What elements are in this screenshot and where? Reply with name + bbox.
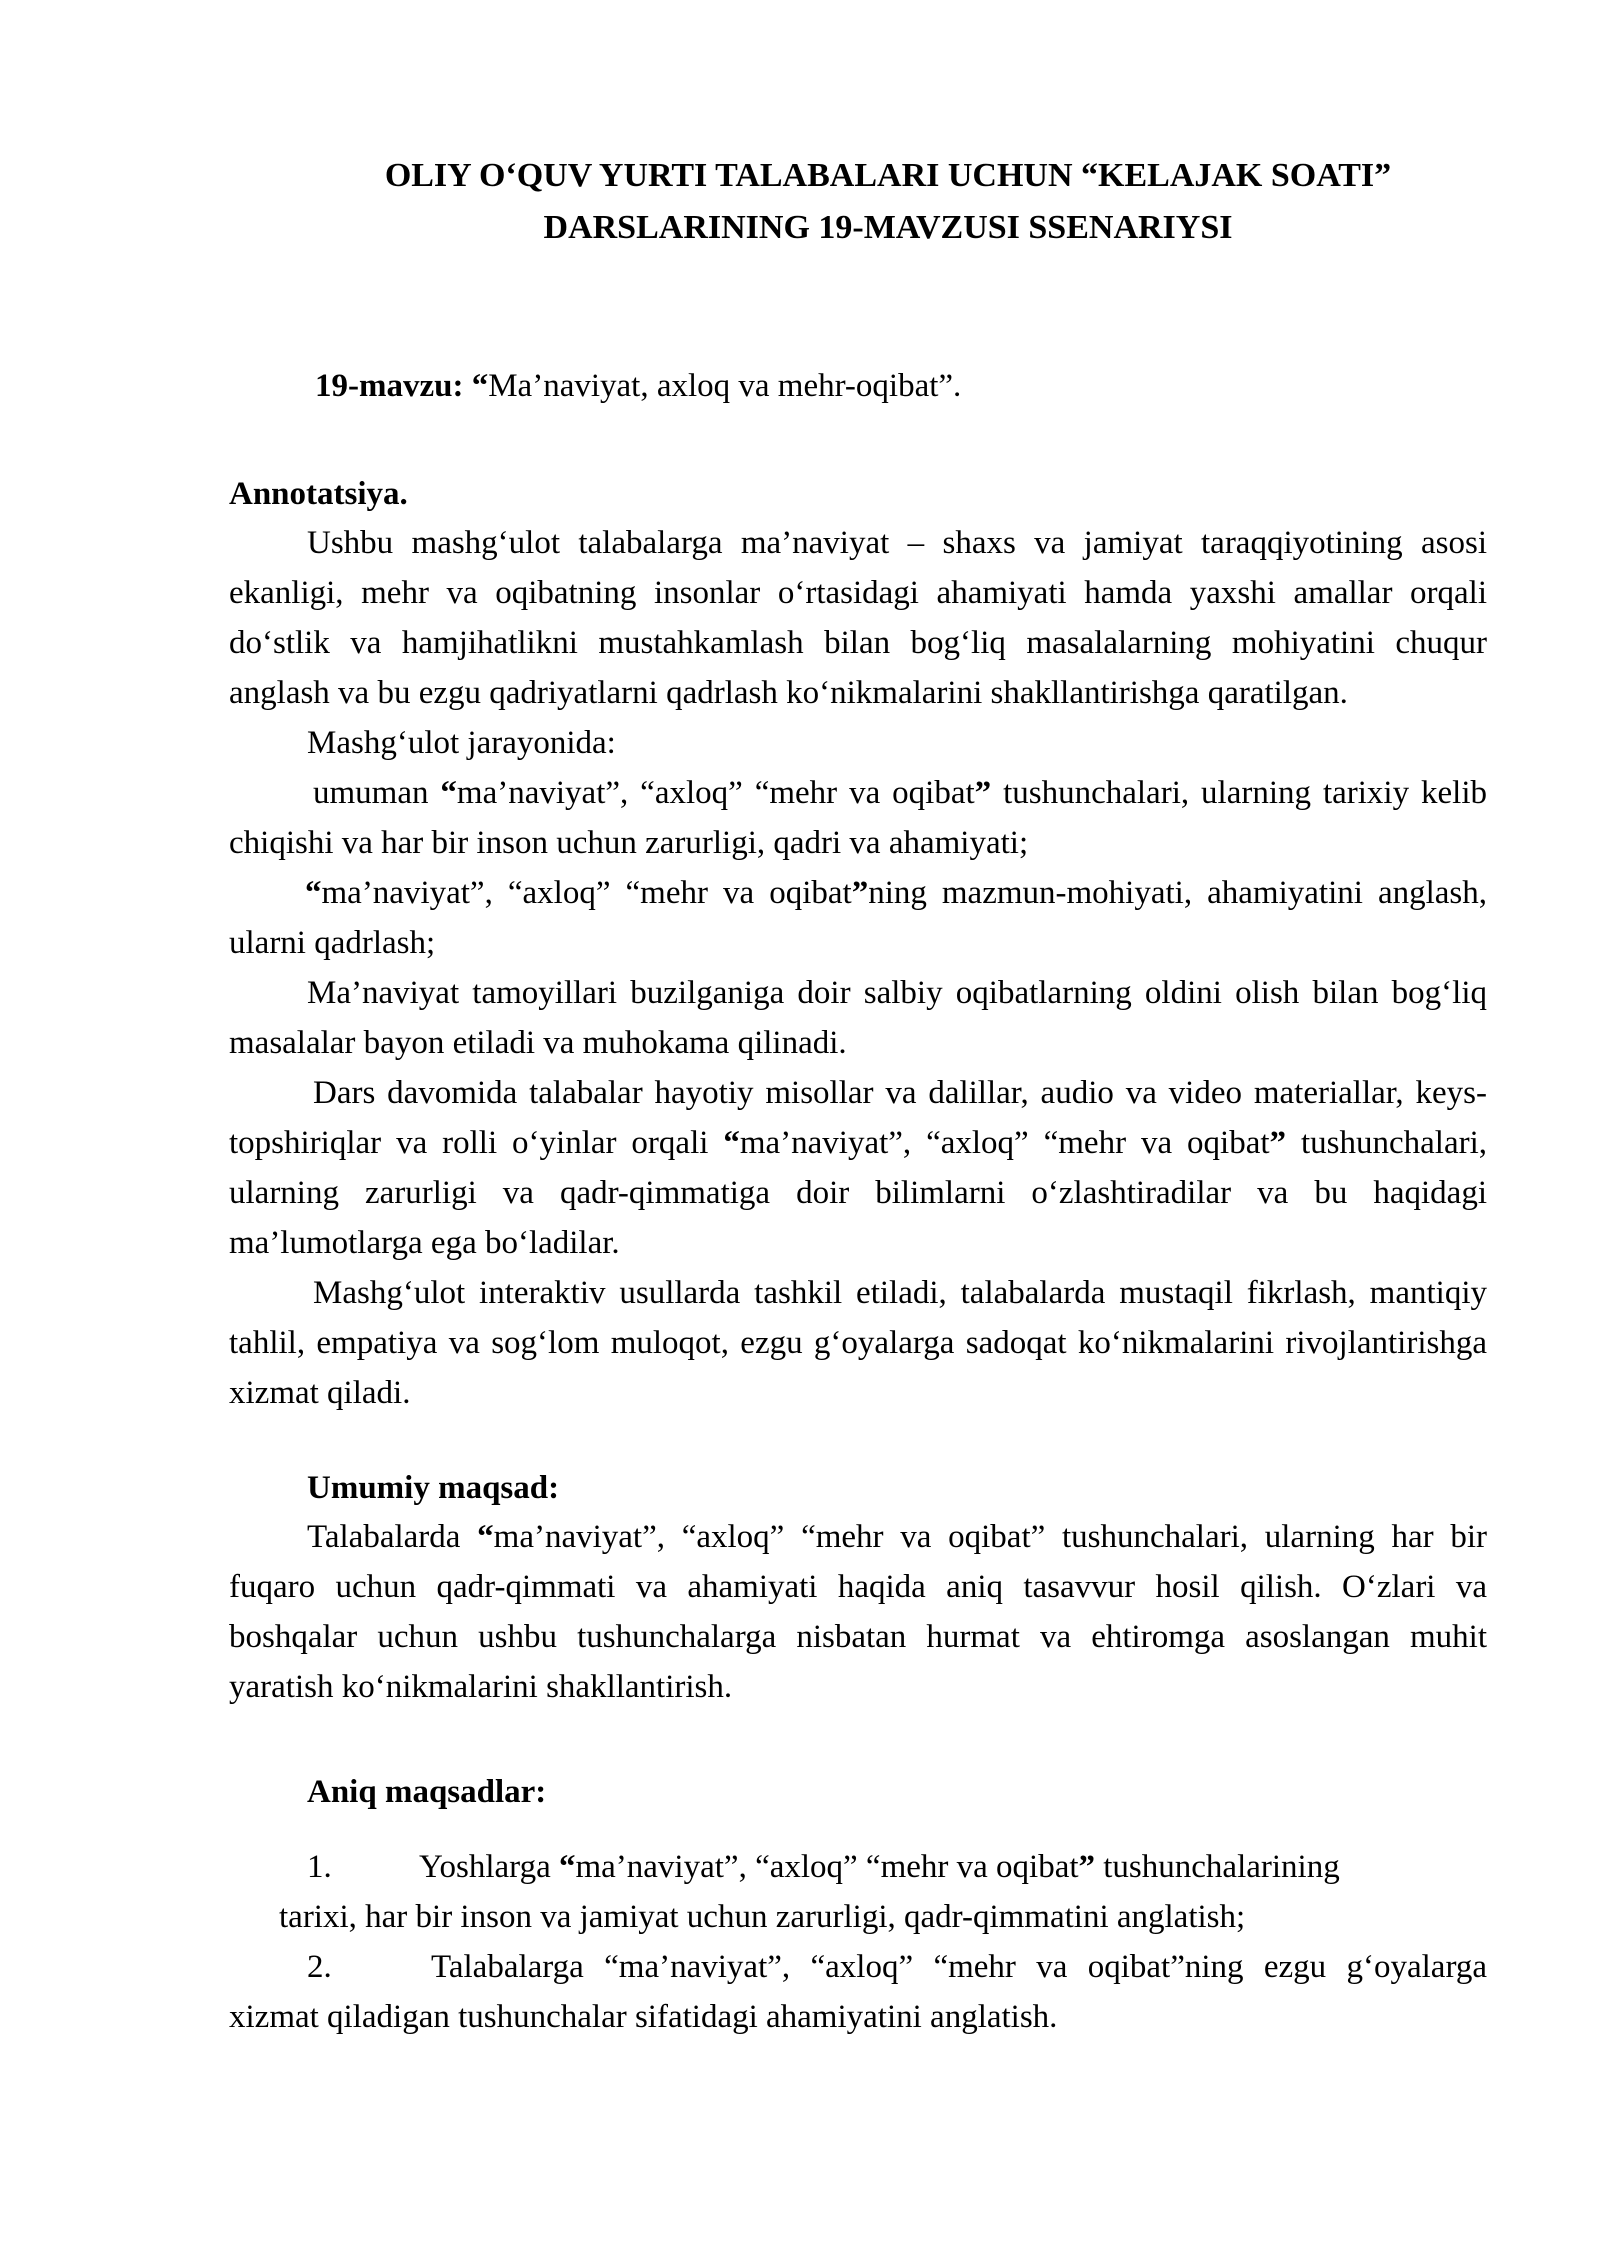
p3-post: tushunchalari, ularning tarixiy kelib chiqishi va har bir inson uchun zarurligi, qadri va ahamiyati; — [229, 775, 1487, 861]
list-item-1-mid: ma’naviyat”, “axloq” “mehr va oqibat — [575, 1849, 1079, 1885]
topic-text: Ma’naviyat, axloq va mehr-oqibat”. — [488, 368, 962, 404]
list-item-number: 1. — [307, 1849, 332, 1885]
p4-post: ning mazmun-mohiyati, ahamiyatini anglash, ularni qadrlash; — [229, 875, 1487, 961]
general-goal-quote-open: “ — [477, 1519, 494, 1555]
topic-label: 19-mavzu: — [315, 368, 464, 404]
general-goal-pre: Talabalarda — [307, 1519, 478, 1555]
p6-post: tushunchalari, ularning zarurligi va qadr-qimmatiga doir bilimlarni o‘zlashtiradilar va bu haqidagi ma’lumotlarga ega bo‘ladilar. — [229, 1125, 1487, 1261]
document-page — [229, 150, 1487, 2042]
p3-pre: umuman — [313, 775, 441, 811]
title-line-1: OLIY O‘QUV YURTI TALABALARI UCHUN “KELAJAK SOATI” — [384, 157, 1392, 194]
p6-pre: Dars davomida talabalar hayotiy misollar va dalillar, audio va video materiallar, keys-topshiriqlar va rolli o‘yinlar orqali — [229, 1075, 1487, 1161]
p3-mid: ma’naviyat”, “axloq” “mehr va oqibat — [456, 775, 975, 811]
annotation-paragraph-3 — [229, 768, 1487, 868]
p6-quote-open: “ — [723, 1125, 740, 1161]
annotation-heading: Annotatsiya. — [229, 476, 408, 512]
topic-open-quote: “ — [471, 368, 489, 404]
annotation-paragraph-2: Mashg‘ulot jarayonida: — [307, 725, 616, 761]
p3-quote-open: “ — [440, 775, 457, 811]
p3-quote-close: ” — [974, 775, 992, 811]
general-goal-post: ma’naviyat”, “axloq” “mehr va oqibat” tushunchalari, ularning har bir fuqaro uchun qadr-qimmati va ahamiyati haqida aniq tasavvur hosil qilish. O‘zlari va boshqalar uchun ushbu tushunchalarga nisbatan hurmat va ehtiromga asoslangan muhit yaratish ko‘nikmalarini shakllantirish. — [229, 1519, 1487, 1705]
list-item-1-pre: Yoshlarga — [419, 1849, 559, 1885]
list-item-number: 2. — [307, 1949, 332, 1985]
general-goal-heading: Umumiy maqsad: — [307, 1470, 560, 1506]
general-goal-paragraph — [229, 1512, 1487, 1712]
annotation-paragraph-6 — [229, 1068, 1487, 1268]
list-item-1-quote-close: ” — [1078, 1849, 1096, 1885]
annotation-paragraph-5: Ma’naviyat tamoyillari buzilganiga doir salbiy oqibatlarning oldini olish bilan bog‘liq masalalar bayon etiladi va muhokama qilinadi. — [229, 975, 1487, 1061]
p4-quote-close: ” — [851, 875, 869, 911]
title-line-2: DARSLARINING 19-MAVZUSI SSENARIYSI — [543, 209, 1233, 246]
annotation-paragraph-7: Mashg‘ulot interaktiv usullarda tashkil etiladi, talabalarda mustaqil fikrlash, mantiqiy tahlil, empatiya va sog‘lom muloqot, ezgu g‘oyalarga sadoqat ko‘nikmalarini rivojlantirishga xizmat qiladi. — [229, 1275, 1487, 1411]
annotation-paragraph-4 — [229, 868, 1487, 968]
list-item-2-text: Talabalarga “ma’naviyat”, “axloq” “mehr va oqibat”ning ezgu g‘oyalarga xizmat qiladigan tushunchalar sifatidagi ahamiyatini anglatish. — [229, 1949, 1487, 2035]
topic-line — [315, 362, 1487, 410]
list-item — [229, 1942, 1487, 2042]
p6-mid: ma’naviyat”, “axloq” “mehr va oqibat — [739, 1125, 1270, 1161]
list-item-1-continuation: tarixi, har bir inson va jamiyat uchun zarurligi, qadr-qimmatini anglatish; — [279, 1899, 1246, 1935]
p4-quote-open: “ — [305, 875, 322, 911]
specific-goals-heading: Aniq maqsadlar: — [307, 1774, 547, 1810]
annotation-paragraph-1: Ushbu mashg‘ulot talabalarga ma’naviyat – shaxs va jamiyat taraqqiyotining asosi ekanligi, mehr va oqibatning insonlar o‘rtasidagi ahamiyati hamda yaxshi amallar orqali do‘stlik va hamjihatlikni mustahkamlash bilan bog‘liq masalalarning mohiyatini chuqur anglash va bu ezgu qadriyatlarni qadrlash ko‘nikmalarini shakllantirishga qaratilgan. — [229, 525, 1487, 711]
list-item — [229, 1842, 1487, 1942]
document-title — [229, 150, 1487, 254]
p6-quote-close: ” — [1269, 1125, 1287, 1161]
list-item-1-quote-open: “ — [558, 1849, 576, 1885]
list-item-1-post: tushunchalarining — [1095, 1849, 1340, 1885]
p4-mid: ma’naviyat”, “axloq” “mehr va oqibat — [321, 875, 852, 911]
